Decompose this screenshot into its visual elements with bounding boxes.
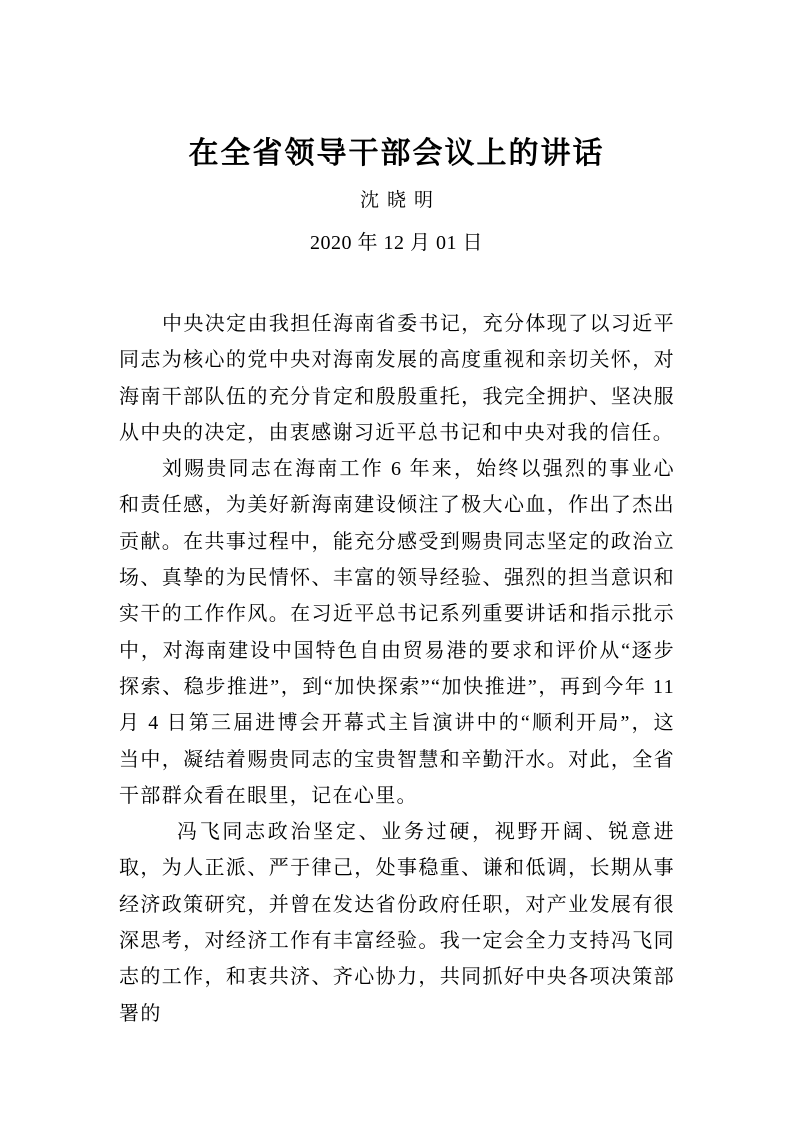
paragraph: 中央决定由我担任海南省委书记，充分体现了以习近平同志为核心的党中央对海南发展的高度重视和亲切关怀，对海南干部队伍的充分肯定和殷殷重托，我完全拥护、坚决服从中央的决定，由衷感谢习近平总书记和中央对我的信任。 [119,313,675,444]
paragraph: 冯飞同志政治坚定、业务过硬，视野开阔、锐意进取，为人正派、严于律己，处事稳重、谦和低调，长期从事经济政策研究，并曾在发达省份政府任职，对产业发展有很深思考，对经济工作有丰富经验。我一定会全力支持冯飞同志的工作，和衷共济、齐心协力，共同抓好中央各项决策部署的 [119,821,675,1025]
paragraph: 刘赐贵同志在海南工作 6 年来，始终以强烈的事业心和责任感，为美好新海南建设倾注了极大心血，作出了杰出贡献。在共事过程中，能充分感受到赐贵同志坚定的政治立场、真挚的为民情怀、丰富的领导经验、强烈的担当意识和实干的工作作风。在习近平总书记系列重要讲话和指示批示中，对海南建设中国特色自由贸易港的要求和评价从“逐步探索、稳步推进”，到“加快探索”“加快推进”，再到今年 11 月 4 日第三届进博会开幕式主旨演讲中的“顺利开局”，这当中，凝结着赐贵同志的宝贵智慧和辛勤汗水。对此，全省干部群众看在眼里，记在心里。 [119,458,675,807]
author-name: 沈晓明 [359,190,441,211]
document-title: 在全省领导干部会议上的讲话 [188,137,605,170]
document-body [119,306,675,1032]
publish-date: 2020 年 12 月 01 日 [310,232,483,254]
